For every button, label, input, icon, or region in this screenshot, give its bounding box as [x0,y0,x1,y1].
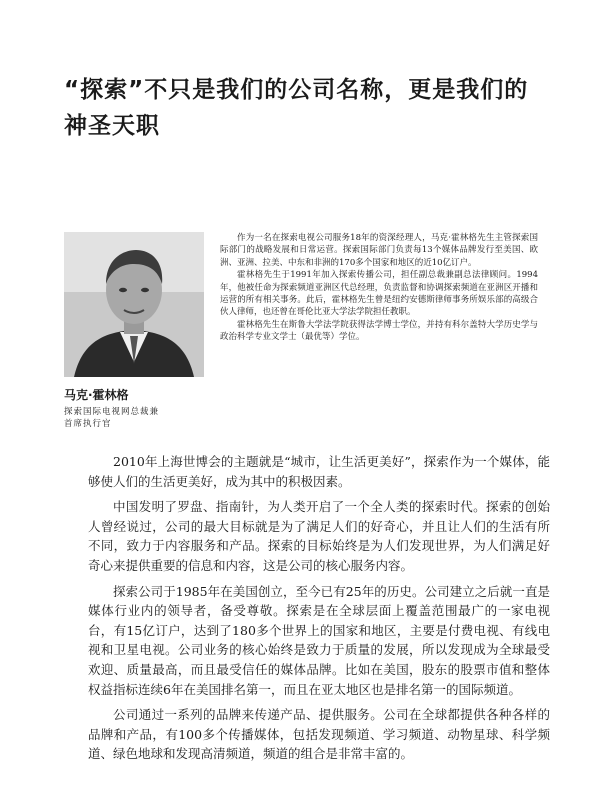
portrait-icon [64,232,204,377]
portrait-photo [64,232,204,377]
body-paragraph: 公司通过一系列的品牌来传递产品、提供服务。公司在全球都提供各种各样的品牌和产品，有100多个传播媒体，包括发现频道、学习频道、动物星球、科学频道、绿色地球和发现高清频道，频道的组合是非常丰富的。 [88,707,550,762]
page-title: “探索”不只是我们的公司名称，更是我们的神圣天职 [64,77,529,139]
body-paragraph: 2010年上海世博会的主题就是“城市，让生活更美好”，探索作为一个媒体，能够使人们的生活更美好，成为其中的积极因素。 [88,454,550,489]
bio-text [220,232,538,344]
role-line-2: 首席执行官 [64,419,112,429]
body-text [88,452,550,770]
body-paragraph: 中国发明了罗盘、指南针，为人类开启了一个全人类的探索时代。探索的创始人曾经说过，公司的最大目标就是为了满足人们的好奇心，并且让人们的生活有所不同，致力于内容服务和产品。探索的目标始终是为人们发现世界，为人们满足好奇心来提供重要的信息和内容，这是公司的核心服务内容。 [88,499,550,573]
bio-paragraph: 作为一名在探索电视公司服务18年的资深经理人，马克·霍林格先生主管探索国际部门的战略发展和日常运营。探索国际部门负责每13个媒体品牌发行至美国、欧洲、亚洲、拉美、中东和非洲的170多个国家和地区的近10亿订户。 [220,233,538,268]
person-name: 马克·霍林格 [64,388,129,402]
bio-paragraph: 霍林格先生于1991年加入探索传播公司，担任副总裁兼副总法律顾问。1994年，他被任命为探索频道亚洲区代总经理，负责监督和协调探索频道在亚洲区开播和运营的所有相关事务。此后，霍林格先生曾是纽约安德斯律师事务所娱乐部的高级合伙人律师，也还曾在哥伦比亚大学法学院担任教职。 [220,270,538,318]
body-paragraph: 探索公司于1985年在美国创立，至今已有25年的历史。公司建立之后就一直是媒体行业内的领导者，备受尊敬。探索是在全球层面上覆盖范围最广的一家电视台，有15亿订户，达到了180多个世界上的国家和地区，主要是付费电视、有线电视和卫星电视。公司业务的核心始终是致力于质量的发展，所以发现成为全球最受欢迎、质量最高，而且最受信任的媒体品牌。比如在美国，股东的股票市值和整体权益指标连续6年在美国排名第一，而且在亚太地区也是排名第一的国际频道。 [88,583,550,697]
person-role [64,406,159,430]
role-line-1: 探索国际电视网总裁兼 [64,407,160,417]
bio-paragraph: 霍林格先生在斯鲁大学法学院获得法学博士学位，并持有科尔盖特大学历史学与政治科学专业文学士（最优等）学位。 [220,319,538,343]
